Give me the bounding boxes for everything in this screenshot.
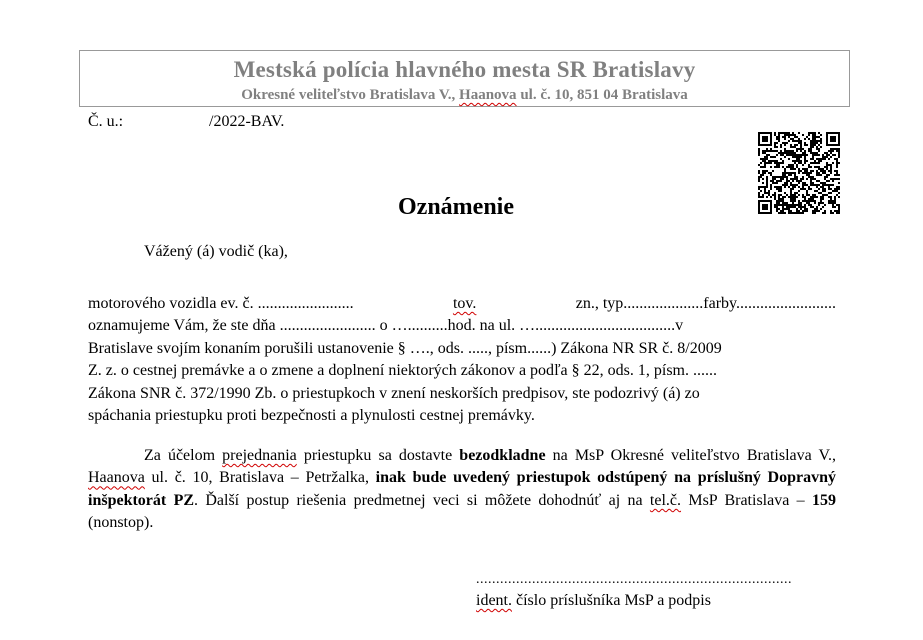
text-segment: prejednania xyxy=(222,447,297,464)
reference-label: Č. u.: xyxy=(88,113,124,130)
text-segment: bezodkladne xyxy=(459,447,546,464)
letterhead-box xyxy=(79,50,850,107)
text-segment: ident. xyxy=(476,592,512,609)
text-segment: ul. č. 10, Bratislava – Petržalka, xyxy=(144,469,376,487)
text-segment: Za účelom xyxy=(144,447,223,464)
text-segment: priestupku sa dostavte xyxy=(296,447,460,464)
letterhead-address xyxy=(80,87,849,104)
text-segment: motorového vozidla ev. č. ........................ xyxy=(88,295,354,312)
text-segment: 159 xyxy=(812,491,836,509)
text-line: oznamujeme Vám, že ste dňa ........................ o …..........hod. na ul. …...................................v xyxy=(88,317,684,335)
signature-caption xyxy=(476,592,711,610)
text-segment: Haanova xyxy=(88,469,145,487)
document-title: Oznámenie xyxy=(398,194,514,220)
text-segment: MsP Bratislava – xyxy=(681,491,812,509)
letterhead-title: Mestská polícia hlavného mesta SR Bratislavy xyxy=(233,57,696,82)
text-line: spáchania priestupku proti bezpečnosti a plynulosti cestnej premávky. xyxy=(88,407,535,425)
text-segment: na MsP Okresné veliteľstvo Bratislava V., xyxy=(545,447,837,464)
address-part: ul. č. 10, 851 04 Bratislava xyxy=(516,87,688,103)
address-part: Okresné veliteľstvo Bratislava V., xyxy=(241,87,460,103)
text-segment: tov. xyxy=(452,295,477,312)
text-segment: tel.č. xyxy=(649,491,682,509)
text-segment: . Ďalší postup riešenia predmetnej veci si môžete dohodnúť aj na xyxy=(194,491,650,509)
text-segment: inak bude uvedený priestupok odstúpený na príslušný Dopravný inšpektorát PZ xyxy=(88,469,836,509)
reference-year: /2022-BAV. xyxy=(209,113,285,130)
text-line: Zákona SNR č. 372/1990 Zb. o priestupkoch v znení neskorších predpisov, ste podozrivý (á) zo xyxy=(88,384,700,402)
text-segment: (nonstop). xyxy=(88,514,154,532)
text-segment: zn., typ....................farby......................... xyxy=(575,295,836,312)
text-line: Z. z. o cestnej premávke a o zmene a doplnení niektorých zákonov a podľa § 22, ods. 1, písm. ...... xyxy=(88,362,717,380)
text-line: Bratislave svojím konaním porušili ustanovenie § …., ods. ....., písm......) Zákona NR SR č. 8/2009 xyxy=(88,339,722,357)
instructions-paragraph xyxy=(88,445,836,535)
text-line xyxy=(88,293,836,315)
greeting: Vážený (á) vodič (ka), xyxy=(144,243,288,260)
address-street: Haanova xyxy=(459,87,517,103)
notice-paragraph xyxy=(88,293,836,427)
signature-line: ............................................................................... xyxy=(476,572,792,587)
text-segment: číslo príslušníka MsP a podpis xyxy=(512,592,711,609)
